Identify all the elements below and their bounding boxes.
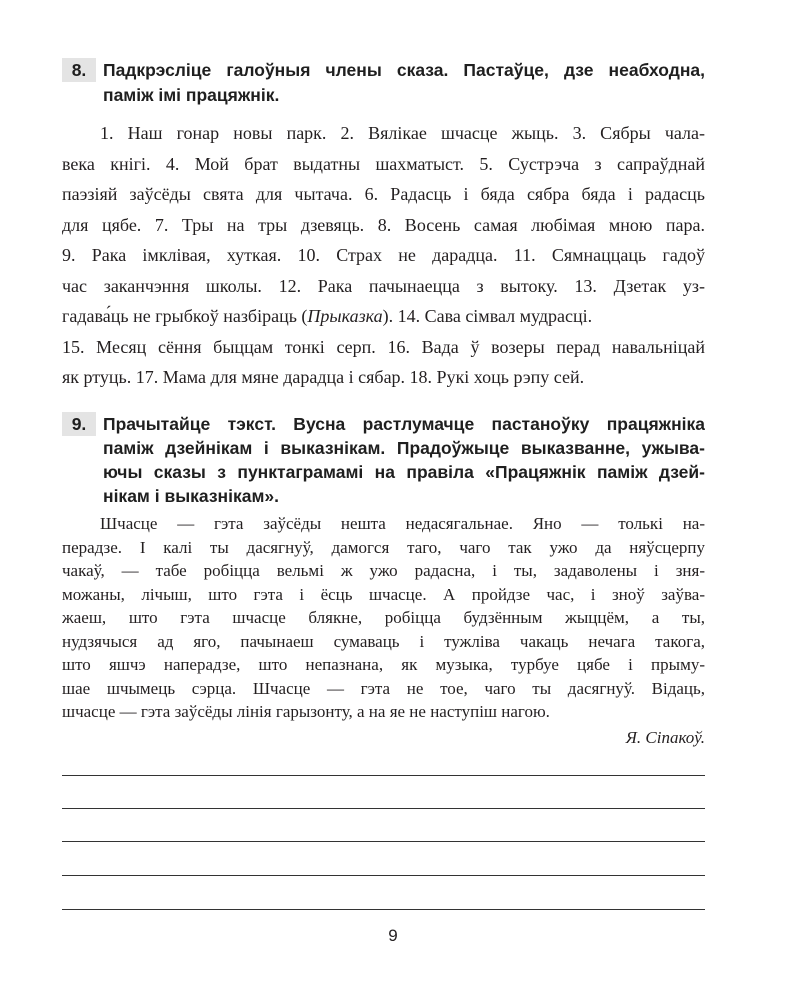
text-span: гадава́ць не грыбкоў назбіраць (: [62, 306, 308, 326]
text-line: 9. Рака імклівая, хуткая. 10. Страх не дарадца. 11. Сямнаццаць гадоў: [62, 245, 705, 265]
page-number: 9: [388, 926, 398, 945]
author-signature: Я. Сіпакоў.: [625, 728, 705, 747]
heading-line: Падкрэсліце галоўныя члены сказа. Пастаўце, дзе неабходна,: [103, 60, 705, 80]
text-line: шае шчымець сэрца. Шчасце — гэта не тое, чаго ты дасягнуў. Відаць,: [62, 678, 705, 698]
text-line: паэзіяй заўсёды свята для чытача. 6. Радасць і бяда сябра бяда і радасць: [62, 184, 705, 204]
text-line: нудзячыся ад яго, пачынаеш сумаваць і тужліва чакаць нечага такога,: [62, 631, 705, 651]
writing-line[interactable]: [62, 808, 705, 809]
text-line: можаны, лічыш, што гэта і ёсць шчасце. А пройдзе час, і зноў заўва-: [62, 584, 705, 604]
task-number: 8.: [62, 58, 96, 82]
proverb-label: Прыказка: [307, 306, 383, 326]
text-span: ). 14. Сава сімвал мудрасці.: [382, 306, 593, 326]
heading-line: Прачытайце тэкст. Вусна растлумачце пастаноўку працяжніка: [103, 414, 705, 434]
text-line: час заканчэння школы. 12. Рака пачынаецца з вытоку. 13. Дзетак уз-: [62, 275, 705, 296]
heading-line: паміж дзейнікам і выказнікам. Прадоўжыце выказванне, ужыва-: [103, 438, 705, 458]
heading-line: нікам і выказнікам».: [103, 486, 280, 506]
writing-line[interactable]: [62, 775, 705, 776]
text-line: для цябе. 7. Тры на тры дзевяць. 8. Восень самая любімая мною пара.: [62, 214, 705, 235]
heading-line: ючы сказы з пунктаграмамі на правіла «Працяжнік паміж дзей-: [103, 462, 705, 482]
text-line: [62, 301, 705, 331]
text-line: Шчасце — гэта заўсёды нешта недасягальнае. Яно — толькі на-: [100, 514, 705, 533]
text-line: 15. Месяц сёння быццам тонкі серп. 16. Вада ў возеры перад навальніцай: [62, 336, 705, 357]
text-line: як ртуць. 17. Мама для мяне дарадца і сябар. 18. Рукі хоць рэпу сей.: [62, 367, 585, 387]
writing-line[interactable]: [62, 875, 705, 876]
writing-line[interactable]: [62, 909, 705, 910]
text-line: жаеш, што гэта шчасце блякне, робіцца будзённым жыццём, а ты,: [62, 608, 705, 627]
text-line: чакаў, — табе робіцца вельмі ж ужо радасна, і ты, задаволены і зня-: [62, 561, 705, 580]
heading-line: паміж імі працяжнік.: [103, 85, 280, 105]
text-line: перадзе. І калі ты дасягнуў, дамогся таго, чаго так ужо да няўсцерпу: [62, 537, 705, 557]
text-line: што яшчэ наперадзе, што непазнана, як музыка, турбуе цябе і прыму-: [62, 655, 705, 674]
task-number: 9.: [62, 412, 96, 436]
text-line: 1. Наш гонар новы парк. 2. Вялікае шчасце жыць. 3. Сябры чала-: [100, 123, 705, 143]
writing-line[interactable]: [62, 841, 705, 842]
text-line: века кнігі. 4. Мой брат выдатны шахматыст. 5. Сустрэча з сапраўднай: [62, 153, 705, 174]
text-line: шчасце — гэта заўсёды лінія гарызонту, а на яе не наступіш нагою.: [62, 702, 550, 721]
